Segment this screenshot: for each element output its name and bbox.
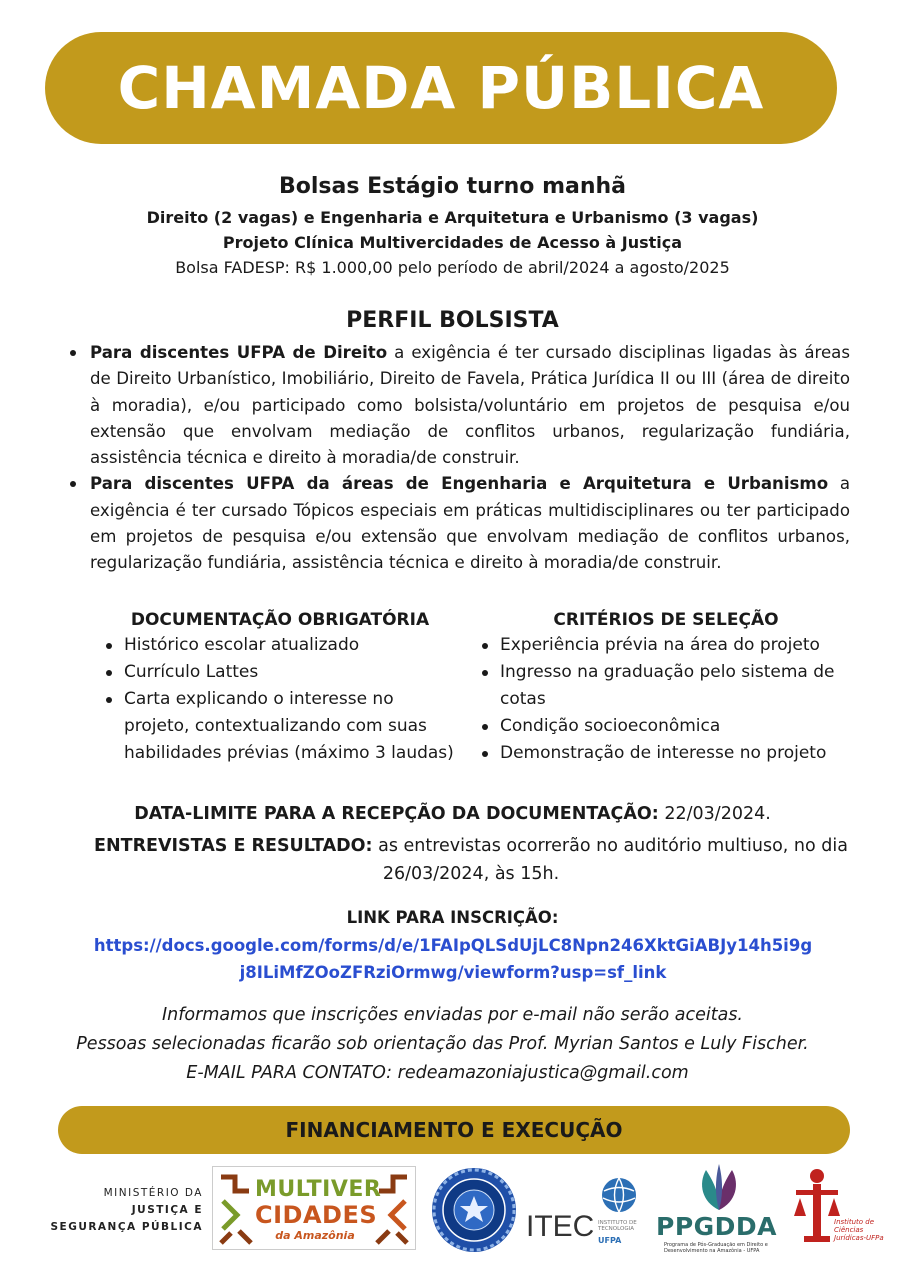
perfil-item-bold: Para discentes UFPA de Direito	[90, 343, 388, 362]
list-item: Ingresso na graduação pelo sistema de cotas	[500, 659, 856, 713]
note-supervisors: Pessoas selecionadas ficarão sob orientação das Prof. Myrian Santos e Luly Fischer.	[76, 1034, 809, 1054]
multiver-line3: da Amazônia	[275, 1229, 355, 1242]
list-item: Carta explicando o interesse no projeto, contextualizando com suas habilidades prévias (máximo 3 laudas)	[124, 686, 460, 767]
list-item: Demonstração de interesse no projeto	[500, 740, 856, 767]
deadline-value: 22/03/2024.	[658, 804, 771, 824]
multiver-line1: MULTIVER	[255, 1177, 382, 1202]
pattern-icon	[217, 1171, 255, 1247]
footer-heading: FINANCIAMENTO E EXECUÇÃO	[285, 1118, 623, 1142]
perfil-item-bold: Para discentes UFPA da áreas de Engenharia e Arquitetura e Urbanismo	[90, 474, 829, 494]
note-contact-email: E-MAIL PARA CONTATO: redeamazoniajustica@gmail.com	[186, 1063, 689, 1083]
multivercidades-logo	[212, 1166, 416, 1250]
intro-grant: Bolsa FADESP: R$ 1.000,00 pelo período de abril/2024 a agosto/2025	[175, 258, 730, 277]
registration-link[interactable]: https://docs.google.com/forms/d/e/1FAIpQLSdUjLC8Npn246XktGiABJy14h5i9gj8ILiMfZOoZFRziOrmwg/viewform?usp=sf_link	[93, 936, 813, 982]
pattern-icon	[373, 1171, 411, 1247]
globe-icon	[600, 1176, 638, 1214]
list-item	[90, 340, 850, 471]
documentacao-heading: DOCUMENTAÇÃO OBRIGATÓRIA	[130, 610, 430, 630]
ministerio-line: SEGURANÇA PÚBLICA	[50, 1221, 203, 1233]
page-title: CHAMADA PÚBLICA	[117, 54, 765, 122]
perfil-item-text: a exigência é ter cursado disciplinas ligadas às áreas de Direito Urbanístico, Imobiliário, Direito de Favela, Prática Jurídica II ou III (área de direito à moradia), e/ou participado como bolsista/voluntário em projetos de pesquisa e/ou extensão que envolvam mediação de conflitos urbanos, regularização fundiária, assistência técnica e direito à moradia/de construir.	[90, 343, 850, 468]
intro-project: Projeto Clínica Multivercidades de Acesso à Justiça	[222, 233, 683, 252]
note-email-not-accepted: Informamos que inscrições enviadas por e-mail não serão aceitas.	[162, 1005, 743, 1025]
ppgdda-word: PPGDDA	[656, 1212, 778, 1241]
criterios-heading: CRITÉRIOS DE SELEÇÃO	[553, 610, 779, 630]
perfil-item-text: a exigência é ter cursado Tópicos especiais em práticas multidisciplinares ou ter participado em projetos de pesquisa e/ou extensão que envolvam mediação de conflitos urbanos, regularização fundiária, assistência técnica e direito à moradia/de construir.	[90, 474, 850, 573]
ministerio-logo	[38, 1185, 203, 1236]
interviews-label: ENTREVISTAS E RESULTADO:	[94, 836, 373, 856]
intro-vacancies: Direito (2 vagas) e Engenharia e Arquitetura e Urbanismo (3 vagas)	[146, 208, 759, 227]
ministerio-line: MINISTÉRIO DA	[103, 1187, 203, 1199]
list-item: Experiência prévia na área do projeto	[500, 632, 856, 659]
leaves-icon	[692, 1162, 746, 1212]
itec-subtitle: INSTITUTO DE TECNOLOGIA	[598, 1220, 637, 1232]
deadline-label: DATA-LIMITE PARA A RECEPÇÃO DA DOCUMENTAÇÃO:	[134, 804, 659, 824]
multiver-line2: CIDADES	[255, 1201, 378, 1229]
itec-word: ITEC	[526, 1210, 595, 1243]
title-banner	[45, 32, 837, 144]
seal-icon	[430, 1166, 518, 1254]
interviews-value: as entrevistas ocorrerão no auditório multiuso, no dia 26/03/2024, às 15h.	[372, 836, 848, 884]
list-item: Histórico escolar atualizado	[124, 632, 460, 659]
itec-ufpa: UFPA	[598, 1236, 622, 1245]
list-item: Currículo Lattes	[124, 659, 460, 686]
sponsor-logos	[0, 1160, 905, 1270]
deadline	[0, 804, 905, 824]
ppgdda-subtitle: Programa de Pós-Graduação em Direito e Desenvolvimento na Amazônia - UFPA	[664, 1242, 768, 1254]
ministerio-line: JUSTIÇA E	[131, 1204, 203, 1216]
ppgdda-logo	[654, 1162, 784, 1262]
icj-logo	[792, 1166, 882, 1260]
list-item: Condição socioeconômica	[500, 713, 856, 740]
perfil-heading: PERFIL BOLSISTA	[346, 308, 559, 333]
link-label: LINK PARA INSCRIÇÃO:	[346, 908, 559, 927]
interviews	[78, 832, 864, 888]
criterios-section	[476, 610, 856, 767]
footer-banner	[58, 1106, 850, 1154]
perfil-list	[90, 340, 850, 577]
list-item	[90, 471, 850, 576]
documentacao-section	[100, 610, 460, 767]
itec-logo	[526, 1174, 638, 1246]
icj-text: Instituto de Ciências Jurídicas-UFPa	[834, 1218, 884, 1242]
intro-title: Bolsas Estágio turno manhã	[278, 174, 627, 199]
